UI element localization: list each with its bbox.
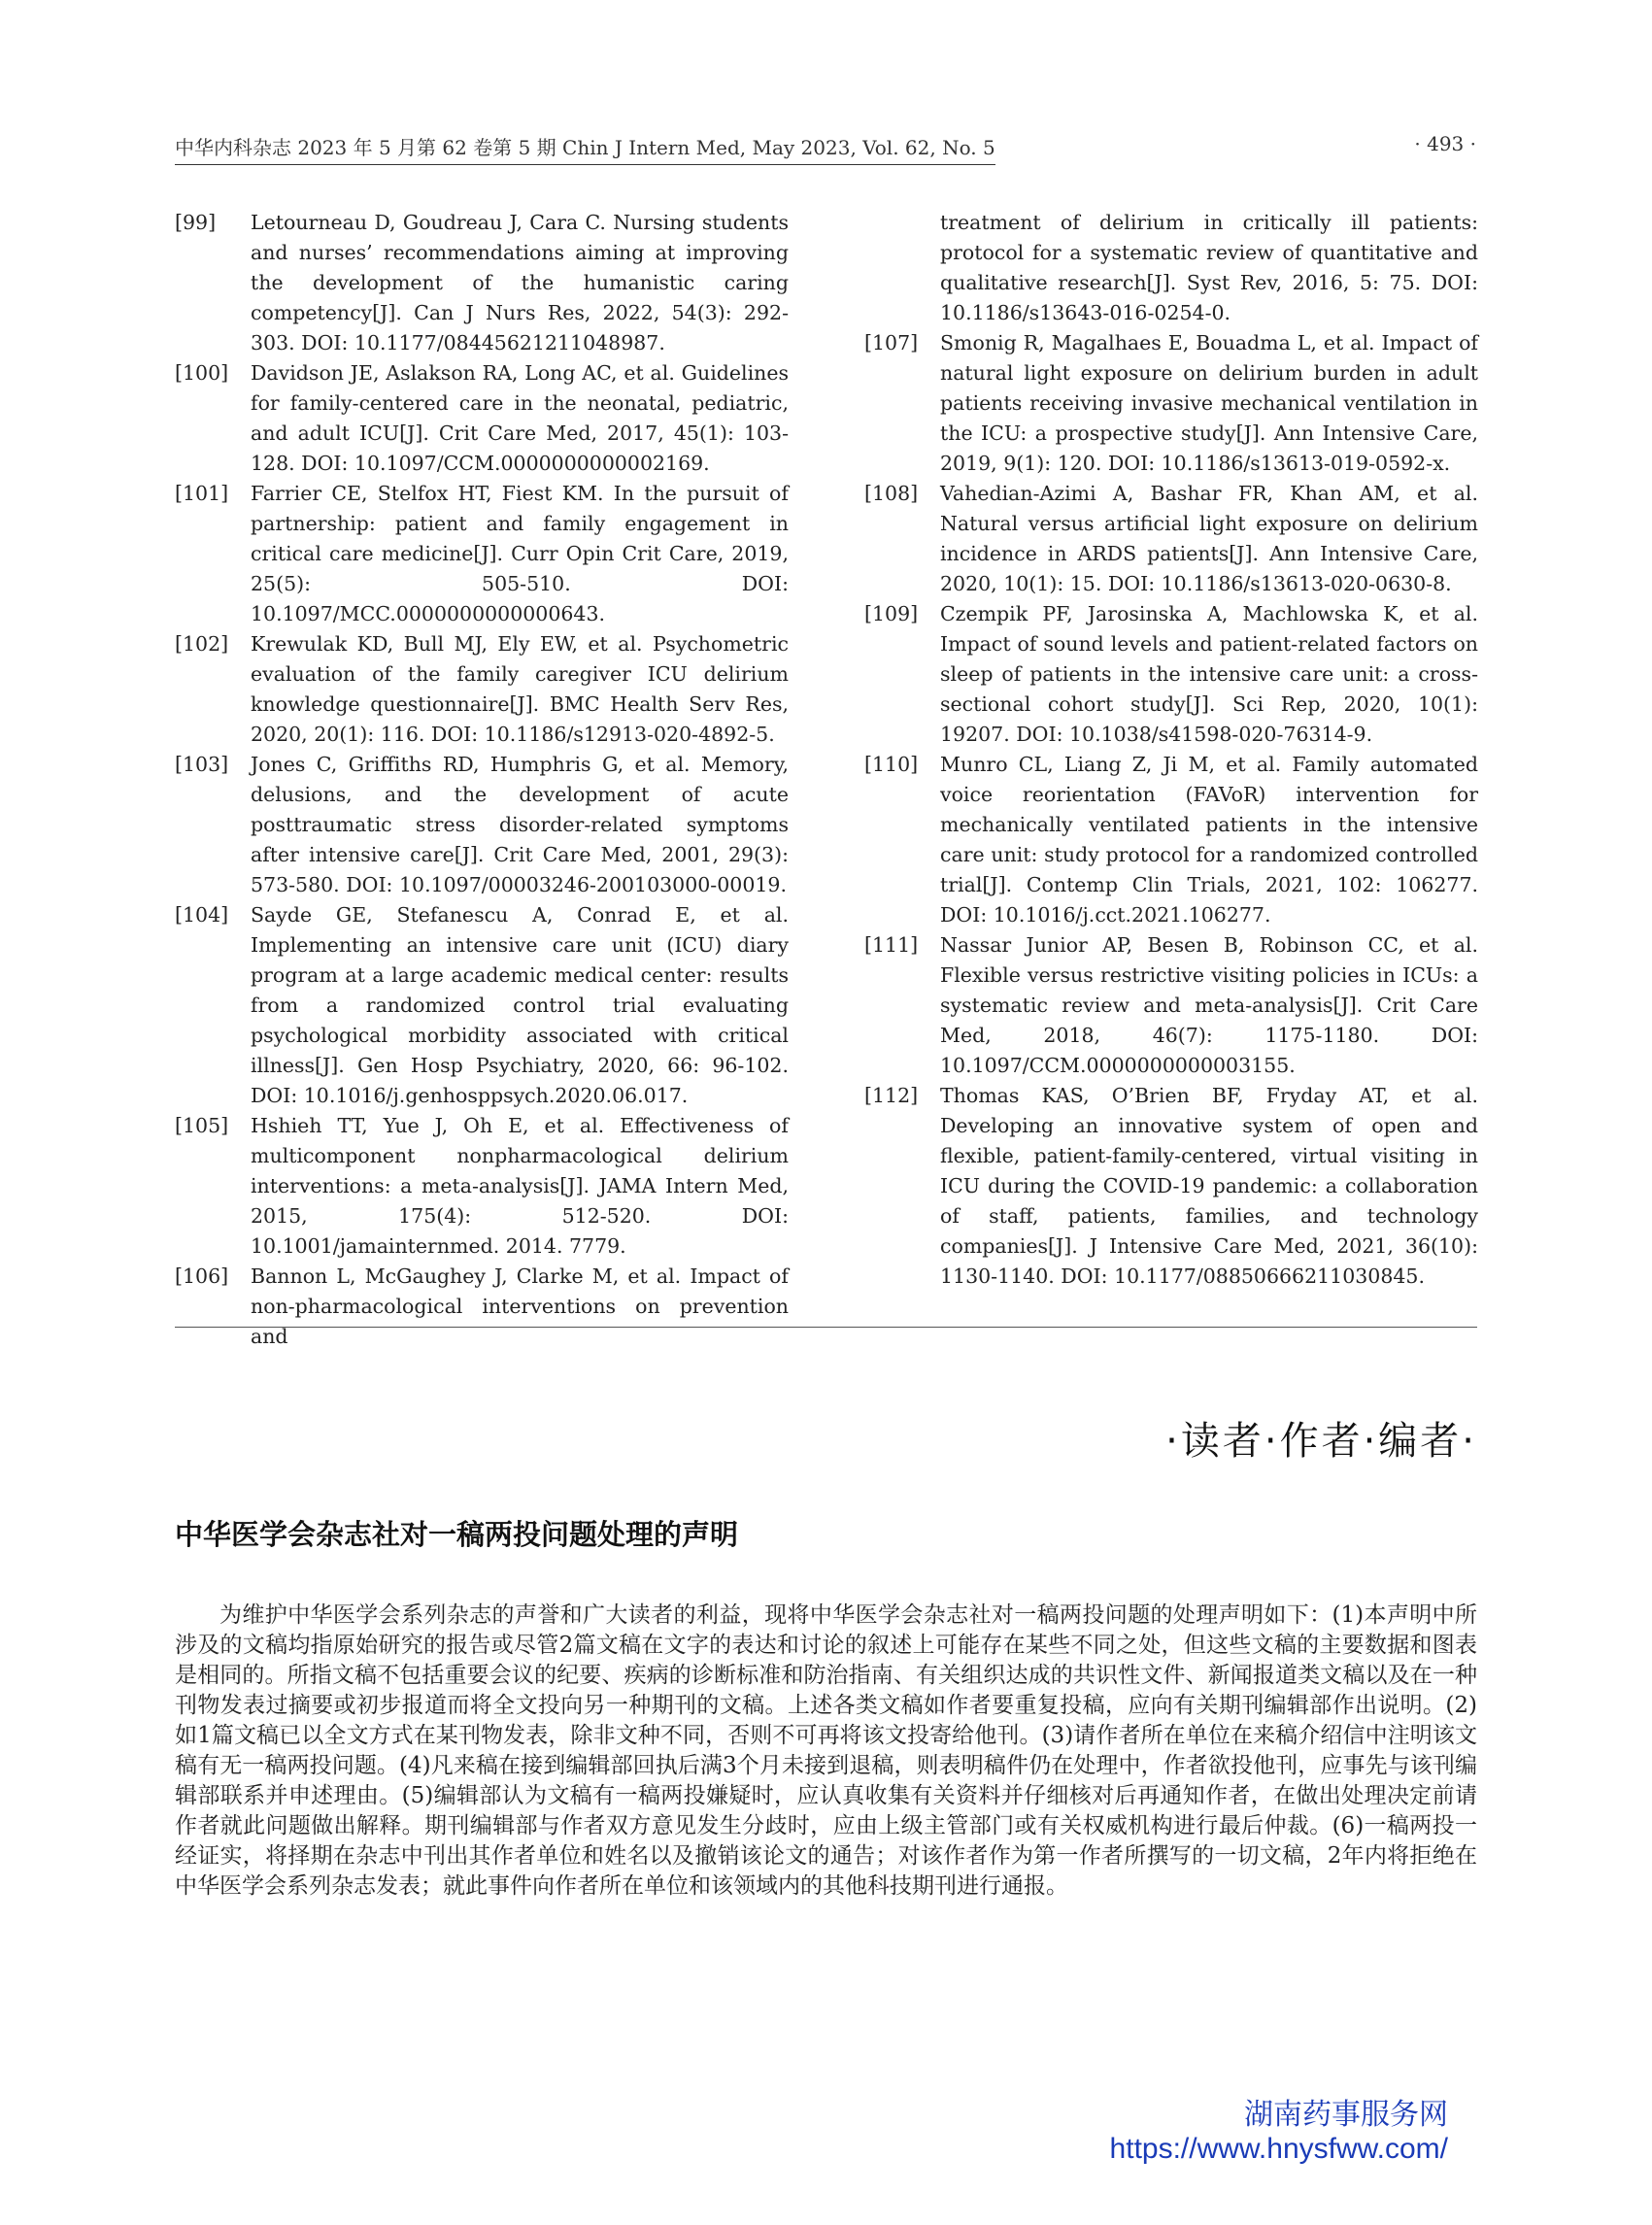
reference-item	[864, 750, 1478, 930]
reference-text: Sayde GE, Stefanescu A, Conrad E, et al. Implementing an intensive care unit (ICU) diary program at a large academic medical center: results from a randomized control trial evaluating psychological morbidity associated with critical illness[J]. Gen Hosp Psychiatry, 2020, 66: 96-102. DOI: 10.1016/j.genhosppsych.2020.06.017.	[251, 903, 789, 1107]
reference-item	[175, 900, 789, 1111]
reference-text: Davidson JE, Aslakson RA, Long AC, et al. Guidelines for family-centered care in the neonatal, pediatric, and adult ICU[J]. Crit Care Med, 2017, 45(1): 103-128. DOI: 10.1097/CCM.0000000000002169.	[251, 361, 789, 475]
column-title: ·读者·作者·编者·	[1165, 1419, 1477, 1464]
reference-text: Farrier CE, Stelfox HT, Fiest KM. In the pursuit of partnership: patient and family engagement in critical care medicine[J]. Curr Opin Crit Care, 2019, 25(5): 505-510. DOI: 10.1097/MCC.0000000000000643.	[251, 482, 789, 625]
section-divider	[175, 1327, 1477, 1328]
reference-number: [108]	[864, 482, 919, 505]
page-number: · 493 ·	[1414, 132, 1476, 155]
watermark-site-name: 湖南药事服务网	[1244, 2099, 1448, 2131]
notice-body: 为维护中华医学会系列杂志的声誉和广大读者的利益，现将中华医学会杂志社对一稿两投问题的处理声明如下：(1)本声明中所涉及的文稿均指原始研究的报告或尽管2篇文稿在文字的表达和讨论的叙述上可能存在某些不同之处，但这些文稿的主要数据和图表是相同的。所指文稿不包括重要会议的纪要、疾病的诊断标准和防治指南、有关组织达成的共识性文件、新闻报道类文稿以及在一种刊物发表过摘要或初步报道而将全文投向另一种期刊的文稿。上述各类文稿如作者要重复投稿，应向有关期刊编辑部作出说明。(2)如1篇文稿已以全文方式在某刊物发表，除非文种不同，否则不可再将该文投寄给他刊。(3)请作者所在单位在来稿介绍信中注明该文稿有无一稿两投问题。(4)凡来稿在接到编辑部回执后满3个月未接到退稿，则表明稿件仍在处理中，作者欲投他刊，应事先与该刊编辑部联系并申述理由。(5)编辑部认为文稿有一稿两投嫌疑时，应认真收集有关资料并仔细核对后再通知作者，在做出处理决定前请作者就此问题做出解释。期刊编辑部与作者双方意见发生分歧时，应由上级主管部门或有关权威机构进行最后仲裁。(6)一稿两投一经证实，将择期在杂志中刊出其作者单位和姓名以及撤销该论文的通告；对该作者作为第一作者所撰写的一切文稿，2年内将拒绝在中华医学会系列杂志发表；就此事件向作者所在单位和该领域内的其他科技期刊进行通报。	[175, 1602, 1477, 1899]
reference-number: [107]	[864, 331, 919, 354]
reference-text: Czempik PF, Jarosinska A, Machlowska K, et al. Impact of sound levels and patient-related factors on sleep of patients in the intensive care unit: a cross-sectional cohort study[J]. Sci Rep, 2020, 10(1): 19207. DOI: 10.1038/s41598-020-76314-9.	[940, 602, 1478, 746]
references-column-right	[864, 208, 1478, 1292]
notice-title: 中华医学会杂志社对一稿两投问题处理的声明	[175, 1518, 739, 1551]
reference-text: Krewulak KD, Bull MJ, Ely EW, et al. Psychometric evaluation of the family caregiver ICU delirium knowledge questionnaire[J]. BMC Health Serv Res, 2020, 20(1): 116. DOI: 10.1186/s12913-020-4892-5.	[251, 632, 789, 746]
reference-item	[864, 479, 1478, 599]
reference-text: Bannon L, McGaughey J, Clarke M, et al. Impact of non-pharmacological interventions on prevention and	[251, 1264, 789, 1348]
running-header	[175, 132, 1476, 165]
reference-text: Letourneau D, Goudreau J, Cara C. Nursing students and nurses’ recommendations aiming at improving the development of the humanistic caring competency[J]. Can J Nurs Res, 2022, 54(3): 292-303. DOI: 10.1177/08445621211048987.	[251, 211, 789, 354]
reference-text: Vahedian-Azimi A, Bashar FR, Khan AM, et al. Natural versus artificial light exposure on delirium incidence in ARDS patients[J]. Ann Intensive Care, 2020, 10(1): 15. DOI: 10.1186/s13613-020-0630-8.	[940, 482, 1478, 595]
reference-text: Thomas KAS, O’Brien BF, Fryday AT, et al. Developing an innovative system of open and flexible, patient-family-centered, virtual visiting in ICU during the COVID-19 pandemic: a collaboration of staff, patients, families, and technology companies[J]. J Intensive Care Med, 2021, 36(10): 1130-1140. DOI: 10.1177/08850666211030845.	[940, 1084, 1478, 1288]
reference-item	[175, 1111, 789, 1262]
reference-number: [112]	[864, 1084, 919, 1107]
reference-number: [99]	[175, 211, 217, 234]
reference-number: [101]	[175, 482, 229, 505]
reference-item	[864, 328, 1478, 479]
reference-text: Munro CL, Liang Z, Ji M, et al. Family automated voice reorientation (FAVoR) intervention for mechanically ventilated patients in the intensive care unit: study protocol for a randomized controlled trial[J]. Contemp Clin Trials, 2021, 102: 106277. DOI: 10.1016/j.cct.2021.106277.	[940, 753, 1478, 927]
reference-item	[175, 1262, 789, 1352]
reference-text: Hshieh TT, Yue J, Oh E, et al. Effectiveness of multicomponent nonpharmacological delirium interventions: a meta-analysis[J]. JAMA Intern Med, 2015, 175(4): 512-520. DOI: 10.1001/jamainternmed. 2014. 7779.	[251, 1114, 789, 1258]
reference-number: [110]	[864, 753, 919, 776]
reference-continuation: treatment of delirium in critically ill patients: protocol for a systematic review of quantitative and qualitative research[J]. Syst Rev, 2016, 5: 75. DOI: 10.1186/s13643-016-0254-0.	[940, 211, 1478, 324]
reference-text: Jones C, Griffiths RD, Humphris G, et al. Memory, delusions, and the development of acute posttraumatic stress disorder-related symptoms after intensive care[J]. Crit Care Med, 2001, 29(3): 573-580. DOI: 10.1097/00003246-200103000-00019.	[251, 753, 789, 896]
reference-text: Smonig R, Magalhaes E, Bouadma L, et al. Impact of natural light exposure on delirium burden in adult patients receiving invasive mechanical ventilation in the ICU: a prospective study[J]. Ann Intensive Care, 2019, 9(1): 120. DOI: 10.1186/s13613-019-0592-x.	[940, 331, 1478, 475]
reference-number: [106]	[175, 1264, 229, 1288]
reference-item	[864, 599, 1478, 750]
reference-number: [105]	[175, 1114, 229, 1137]
reference-item	[175, 750, 789, 900]
reference-number: [109]	[864, 602, 919, 625]
reference-item	[175, 629, 789, 750]
reference-number: [100]	[175, 361, 229, 385]
reference-item	[175, 479, 789, 629]
references-column-left	[175, 208, 789, 1352]
reference-item	[864, 930, 1478, 1081]
reference-number: [104]	[175, 903, 229, 927]
reference-number: [103]	[175, 753, 229, 776]
reference-number: [111]	[864, 933, 919, 957]
reference-text: Nassar Junior AP, Besen B, Robinson CC, et al. Flexible versus restrictive visiting policies in ICUs: a systematic review and meta-analysis[J]. Crit Care Med, 2018, 46(7): 1175-1180. DOI: 10.1097/CCM.0000000000003155.	[940, 933, 1478, 1077]
journal-citation: 中华内科杂志 2023 年 5 月第 62 卷第 5 期 Chin J Intern Med, May 2023, Vol. 62, No. 5	[175, 132, 995, 165]
reference-item	[864, 1081, 1478, 1292]
reference-item	[175, 208, 789, 358]
reference-item	[175, 358, 789, 479]
reference-number: [102]	[175, 632, 229, 656]
watermark-url[interactable]: https://www.hnysfww.com/	[1109, 2133, 1448, 2165]
